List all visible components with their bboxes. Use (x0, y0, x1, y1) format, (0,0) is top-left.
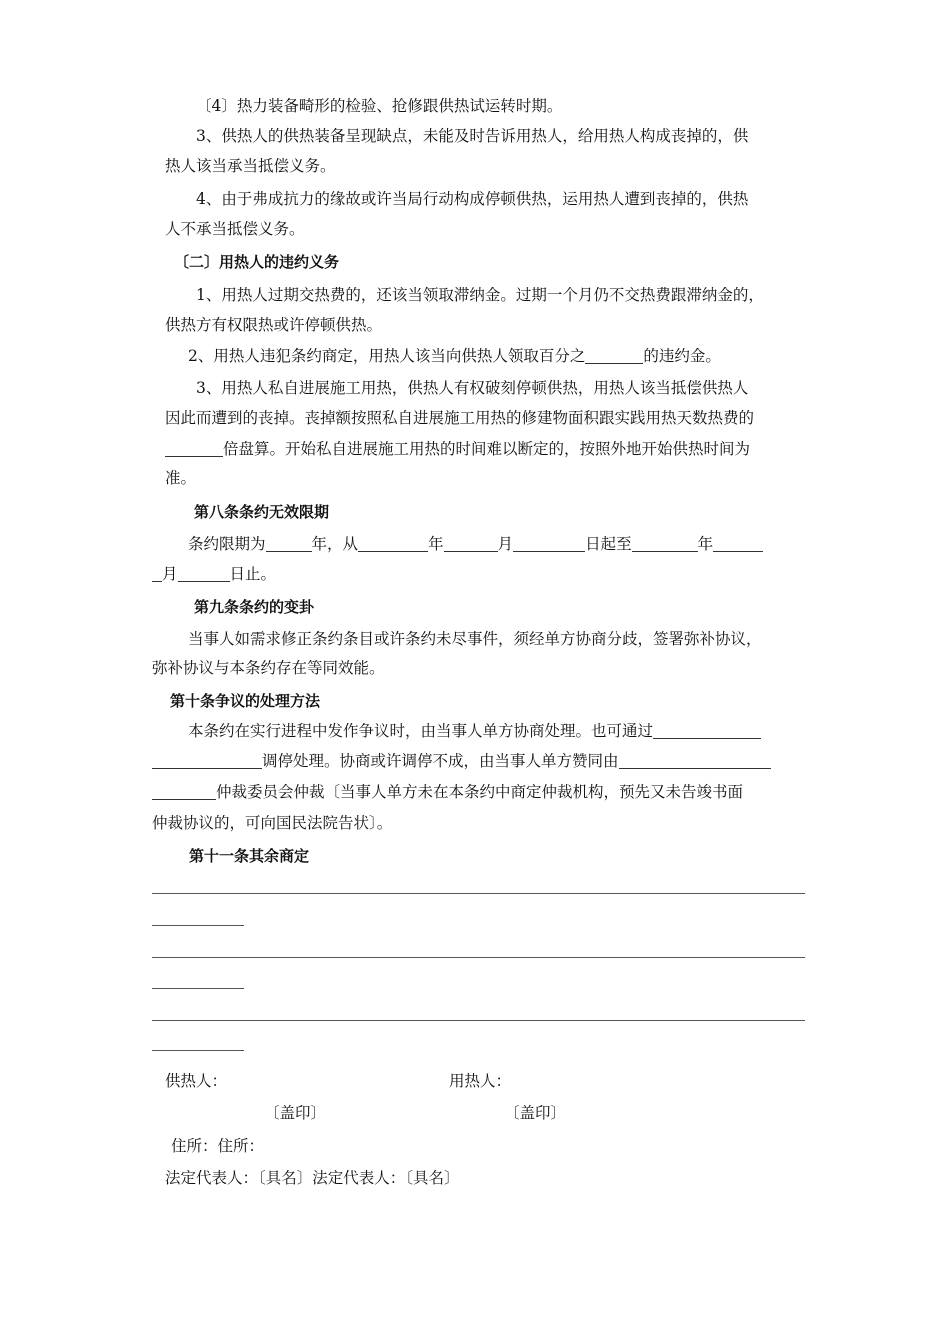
article-10-line1 (188, 720, 761, 742)
article-9-heading: 第九条条约的变卦 (194, 598, 315, 616)
address-labels: 住所：住所： (171, 1137, 265, 1155)
other-terms-line-2[interactable] (152, 957, 805, 958)
user-seal: 〔盖印〕 (504, 1104, 567, 1122)
article-8-text-2: 年，从 (311, 535, 359, 553)
start-day-blank[interactable] (513, 535, 585, 552)
penalty-percent-blank[interactable] (585, 347, 643, 364)
term-years-blank[interactable] (266, 535, 312, 552)
article-8-text-8: 日止。 (229, 565, 277, 583)
other-terms-line-1[interactable] (152, 893, 805, 894)
article-10-line3 (152, 781, 743, 803)
clause-3-line1: 3、供热人的供热装备呈现缺点，未能及时告诉用热人，给用热人构成丧掉的，供 (196, 127, 749, 145)
article-8-text-3: 年 (428, 535, 444, 553)
article-10-text-2: 调停处理。协商或许调停不成，由当事人单方赞同由 (262, 752, 619, 770)
other-terms-line-3[interactable] (152, 1020, 805, 1021)
clause-3-line2: 热人该当承当抵偿义务。 (165, 157, 336, 175)
legal-representative-labels: 法定代表人：〔具名〕法定代表人：〔具名〕 (165, 1169, 460, 1187)
start-month-blank[interactable] (444, 535, 498, 552)
other-terms-line-3-cont[interactable] (152, 1050, 244, 1051)
article-9-line2: 弥补协议与本条约存在等同效能。 (152, 659, 385, 677)
article-8-heading: 第八条条约无效限期 (194, 503, 330, 521)
other-terms-line-2-cont[interactable] (152, 988, 244, 989)
article-9-line1: 当事人如需求修正条约条目或许条约未尽事件，须经单方协商分歧，签署弥补协议， (188, 630, 762, 648)
start-year-blank[interactable] (358, 535, 428, 552)
article-8-line2 (152, 563, 276, 585)
user-clause-1-line2: 供热方有权限热或许停顿供热。 (165, 316, 383, 334)
user-clause-3-line4: 准。 (165, 469, 197, 487)
supplier-seal: 〔盖印〕 (264, 1104, 327, 1122)
article-10-text-1: 本条约在实行进程中发作争议时，由当事人单方协商处理。也可通过 (188, 722, 654, 740)
user-clause-1-line1: 1、用热人过期交热费的，还该当领取滞纳金。过期一个月仍不交热费跟滞纳金的， (196, 286, 764, 304)
end-month-blank-part1[interactable] (713, 535, 763, 552)
article-8-text-6: 年 (697, 535, 714, 553)
article-10-line4: 仲裁协议的，可向国民法院告状〕。 (152, 814, 393, 832)
user-clause-2-text: 2、用热人违犯条约商定，用热人该当向供热人领取百分之 (188, 347, 586, 365)
user-clause-2-suffix: 的违约金。 (643, 347, 721, 365)
arbitration-blank-part2[interactable] (152, 783, 216, 800)
article-8-text-4: 月 (497, 535, 514, 553)
article-10-line2 (152, 750, 771, 772)
mediator-blank-part1[interactable] (653, 722, 761, 739)
other-terms-line-1-cont[interactable] (152, 925, 244, 926)
article-8-text-7: 月 (162, 565, 178, 583)
mediator-blank-part2[interactable] (152, 752, 262, 769)
section-heading-user-liability: 〔二〕用热人的违约义务 (174, 253, 340, 271)
user-clause-3-line1: 3、用热人私自进展施工用热，供热人有权破刻停顿供热，用热人该当抵偿供热人 (196, 379, 749, 397)
clause-4-line2: 人不承当抵偿义务。 (165, 220, 305, 238)
article-8-text-5: 日起至 (585, 535, 632, 553)
article-8-text-1: 条约限期为 (188, 535, 266, 553)
article-10-heading: 第十条争议的处理方法 (170, 692, 321, 710)
arbitration-blank-part1[interactable] (619, 752, 771, 769)
clause-item-4: 〔4〕热力装备畸形的检验、抢修跟供热试运转时期。 (196, 97, 563, 115)
article-11-heading: 第十一条其余商定 (189, 847, 310, 865)
end-day-blank[interactable] (178, 565, 230, 582)
user-clause-2 (188, 345, 721, 367)
user-signature-label: 用热人： (449, 1072, 512, 1090)
clause-4-line1: 4、由于弗成抗力的缘故或许当局行动构成停顿供热，运用热人遭到丧掉的，供热 (196, 190, 749, 208)
article-10-text-3: 仲裁委员会仲裁〔当事人单方未在本条约中商定仲裁机构，预先又未告竣书面 (216, 783, 744, 801)
supplier-signature-label: 供热人： (165, 1072, 228, 1090)
user-clause-3-line3-text: 倍盘算。开始私自进展施工用热的时间难以断定的，按照外地开始供热时间为 (223, 440, 751, 458)
article-8-line1 (188, 533, 763, 555)
end-year-blank[interactable] (632, 535, 698, 552)
multiplier-blank[interactable] (165, 440, 223, 457)
user-clause-3-line3 (165, 438, 750, 460)
user-clause-3-line2: 因此而遭到的丧掉。丧掉额按照私自进展施工用热的修建物面积跟实践用热天数热费的 (165, 409, 755, 427)
end-month-blank-part2[interactable] (152, 565, 162, 582)
